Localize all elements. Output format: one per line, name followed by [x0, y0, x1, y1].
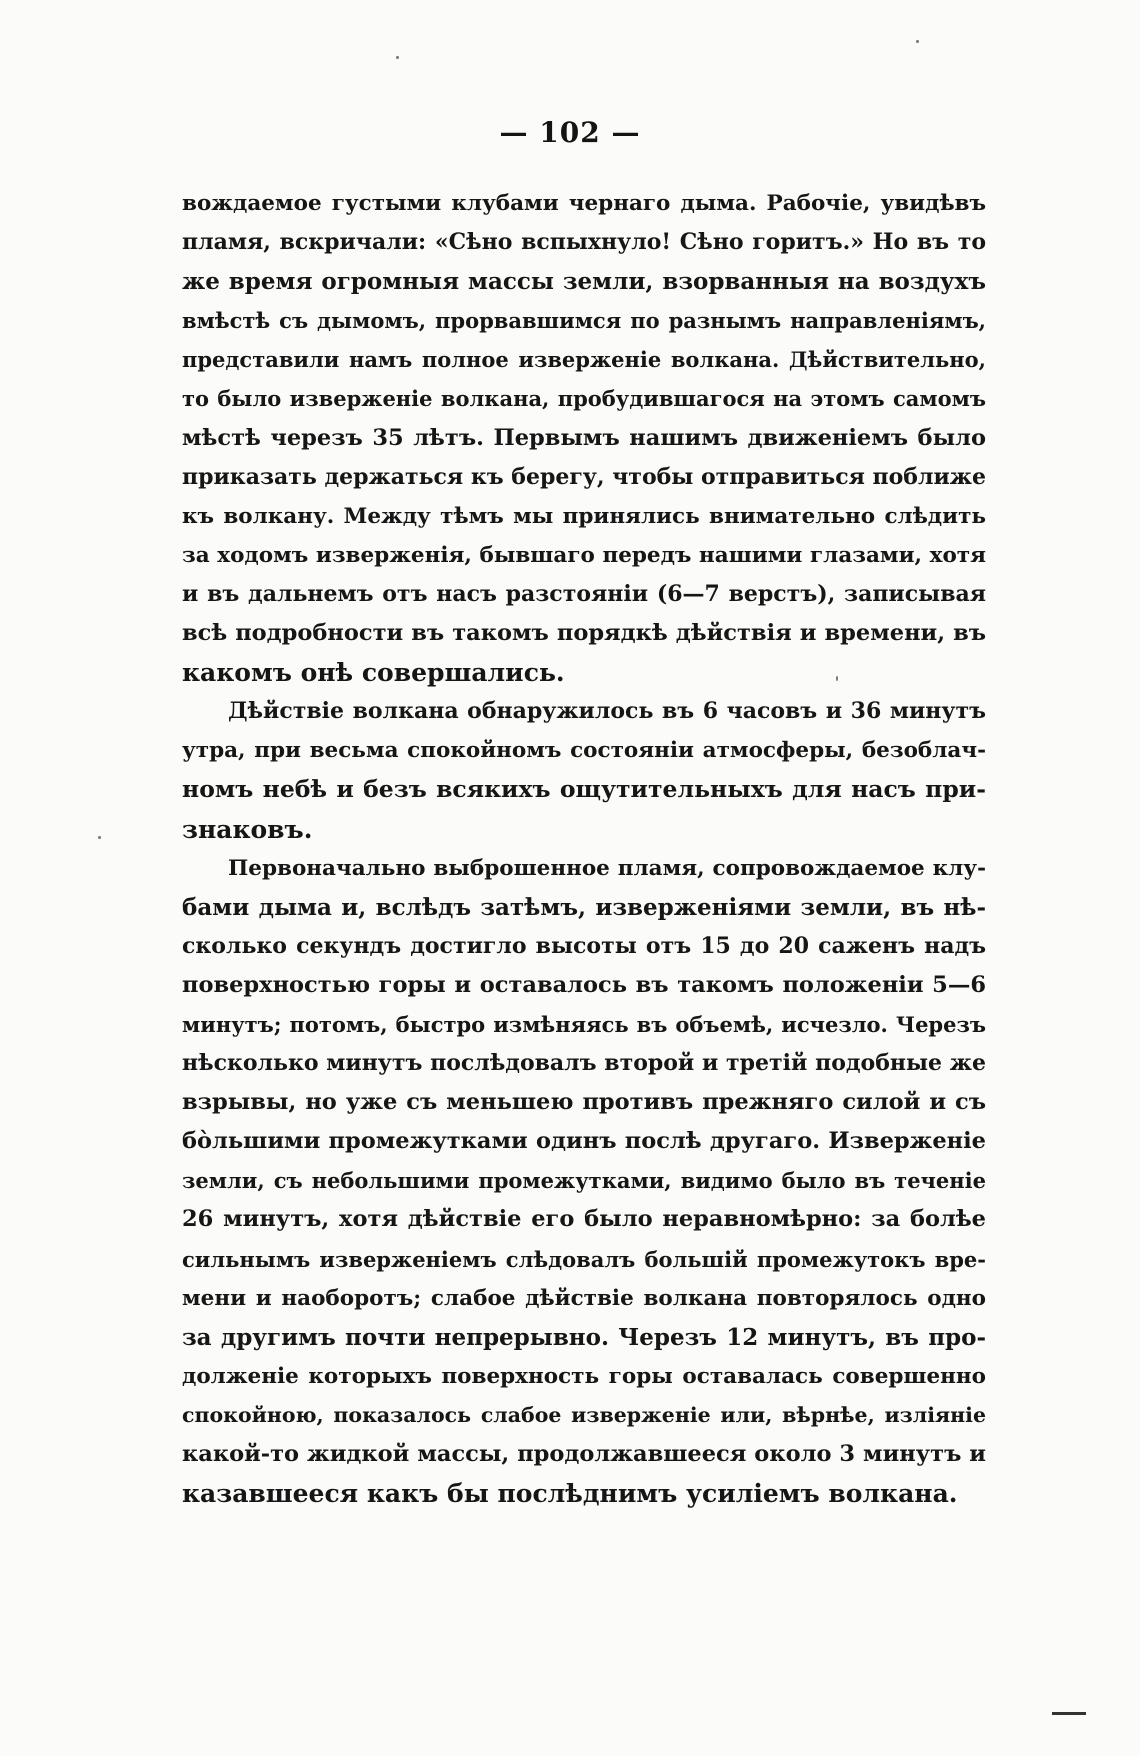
paragraph-3-line-12: мени и наоборотъ; слабое дѣйствіе волкана повторялось одно	[182, 1285, 986, 1311]
scan-speck	[836, 676, 838, 681]
paragraph-3-line-1: Первоначально выброшенное пламя, сопровождаемое клу-	[228, 855, 986, 881]
paragraph-3-line-15: спокойною, показалось слабое изверженіе или, вѣрнѣе, изліяніе	[182, 1402, 986, 1427]
paragraph-1-line-1: вождаемое густыми клубами чернаго дыма. Рабочіе, увидѣвъ	[182, 191, 986, 216]
scan-mark	[1052, 1712, 1086, 1715]
paragraph-3-line-11: сильнымъ изверженіемъ слѣдовалъ большій промежутокъ вре-	[182, 1246, 986, 1272]
scan-speck	[98, 836, 101, 839]
paragraph-1-line-10: за ходомъ изверженія, бывшаго передъ нашими глазами, хотя	[182, 542, 986, 568]
paragraph-3-line-17: казавшееся какъ бы послѣднимъ усиліемъ волкана.	[182, 1479, 958, 1509]
paragraph-3-line-7: взрывы, но уже съ меньшею противъ прежняго силой и съ	[182, 1089, 986, 1116]
paragraph-2-line-2: утра, при весьма спокойномъ состояніи атмосферы, безоблач-	[182, 738, 986, 764]
paragraph-2-line-4: знаковъ.	[182, 814, 313, 844]
body-text	[182, 184, 986, 1513]
scan-speck	[396, 56, 399, 59]
scan-speck	[916, 40, 919, 43]
paragraph-1-line-8: приказать держаться къ берегу, чтобы отправиться поближе	[182, 463, 987, 490]
paragraph-3-line-13: за другимъ почти непрерывно. Черезъ 12 минутъ, въ про-	[182, 1323, 986, 1351]
paragraph-1-line-4: вмѣстѣ съ дымомъ, прорвавшимся по разнымъ направленіямъ,	[182, 308, 986, 334]
paragraph-1-line-9: къ волкану. Между тѣмъ мы принялись внимательно слѣдить	[182, 503, 986, 529]
paragraph-3-line-9: земли, съ небольшими промежутками, видимо было въ теченіе	[182, 1168, 986, 1194]
paragraph-3-line-16: какой-то жидкой массы, продолжавшееся около 3 минутъ и	[182, 1441, 986, 1467]
paragraph-1-line-12: всѣ подробности въ такомъ порядкѣ дѣйствія и времени, въ	[182, 620, 986, 647]
paragraph-3-line-2: бами дыма и, вслѣдъ затѣмъ, изверженіями земли, въ нѣ-	[182, 893, 986, 921]
paragraph-1-line-13: какомъ онѣ совершались.	[182, 658, 565, 688]
paragraph-1-line-7: мѣстѣ черезъ 35 лѣтъ. Первымъ нашимъ движеніемъ было	[182, 424, 986, 451]
paragraph-1-line-2: пламя, вскричали: «Сѣно вспыхнуло! Сѣно горитъ.» Но въ то	[182, 229, 986, 256]
paragraph-3-line-8: бо̀льшими промежутками одинъ послѣ другаго. Изверженіе	[182, 1128, 986, 1155]
paragraph-3-line-10: 26 минутъ, хотя дѣйствіе его было неравномѣрно: за болѣе	[182, 1206, 986, 1233]
paragraph-2-line-3: номъ небѣ и безъ всякихъ ощутительныхъ для насъ при-	[182, 775, 986, 804]
paragraph-3-line-6: нѣсколько минутъ послѣдовалъ второй и третій подобные же	[182, 1050, 986, 1077]
paragraph-3-line-4: поверхностью горы и оставалось въ такомъ положеніи 5—6	[182, 971, 986, 998]
paragraph-1-line-6: то было изверженіе волкана, пробудившагося на этомъ самомъ	[182, 386, 986, 412]
paragraph-3-line-14: долженіе которыхъ поверхность горы оставалась совершенно	[182, 1363, 986, 1389]
paragraph-1-line-3: же время огромныя массы земли, взорванныя на воздухъ	[182, 268, 986, 296]
paragraph-1-line-5: представили намъ полное изверженіе волкана. Дѣйствительно,	[182, 347, 986, 373]
paragraph-1-line-11: и въ дальнемъ отъ насъ разстояніи (6—7 верстъ), записывая	[182, 580, 986, 607]
page-number: — 102 —	[499, 116, 641, 149]
paragraph-3-line-3: сколько секундъ достигло высоты отъ 15 до 20 саженъ надъ	[182, 932, 986, 959]
paragraph-2-line-1: Дѣйствіе волкана обнаружилось въ 6 часовъ и 36 минутъ	[228, 698, 986, 725]
paragraph-3-line-5: минутъ; потомъ, быстро измѣняясь въ объемѣ, исчезло. Черезъ	[182, 1011, 986, 1037]
